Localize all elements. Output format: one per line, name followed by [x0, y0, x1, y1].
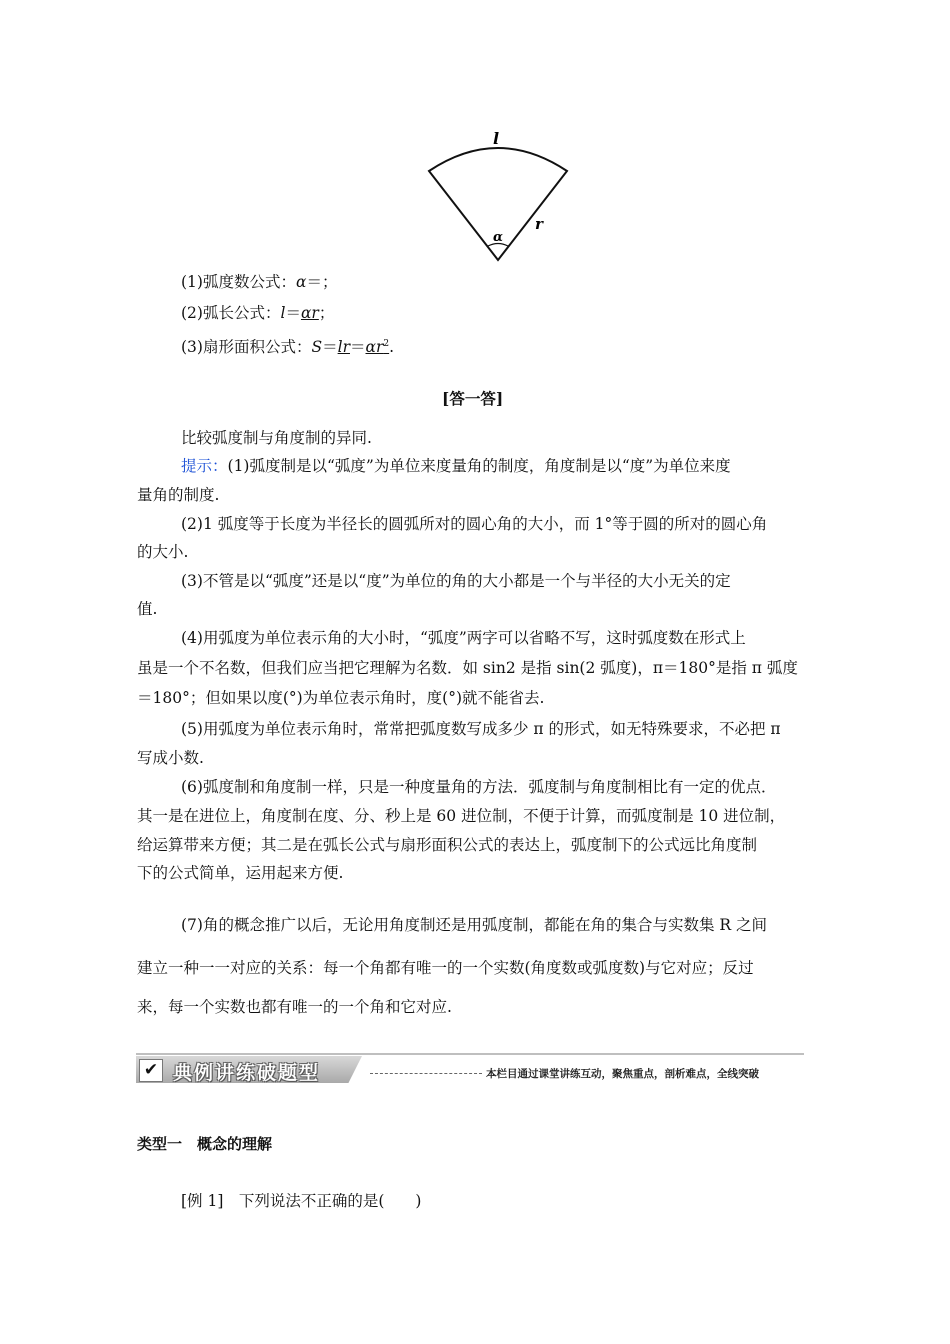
- label-radius: r: [535, 215, 543, 233]
- qa-p6-l2: 其一是在进位上，角度制在度、分、秒上是 60 进位制，不便于计算，而弧度制是 10 进位制，: [137, 807, 786, 825]
- hint-label: 提示：: [181, 457, 228, 475]
- qa-p1-l2: 量角的制度.: [137, 486, 220, 504]
- qa-p3-l2: 值.: [137, 600, 158, 618]
- qa-p5-l2: 写成小数.: [137, 749, 204, 767]
- formula-3: (3)扇形面积公式：$S=lr=\alpha r^2$.: [181, 338, 395, 357]
- label-angle: α: [493, 230, 504, 245]
- qa-p1-l1: 提示：(1)弧度制是以“弧度”为单位来度量角的制度，角度制是以“度”为单位来度: [181, 457, 731, 475]
- banner-subtitle: 本栏目通过课堂讲练互动，聚焦重点，剖析难点，全线突破: [486, 1068, 759, 1080]
- banner-dashes: [370, 1073, 482, 1074]
- qa-p6-l4: 下的公式简单，运用起来方便.: [137, 864, 344, 882]
- qa-p2-l2: 的大小.: [137, 543, 189, 561]
- qa-p5-l1: (5)用弧度为单位表示角时，常常把弧度数写成多少 π 的形式，如无特殊要求，不必把 π: [181, 720, 781, 738]
- formula-1: (1)弧度数公式：α＝；: [181, 273, 338, 291]
- banner-top-rule: [136, 1053, 804, 1055]
- section-heading: 类型一 概念的理解: [137, 1135, 273, 1153]
- qa-p4-l2: 虽是一个不名数，但我们应当把它理解为名数．如 sin2 是指 sin(2 弧度)，π＝180°是指 π 弧度: [137, 659, 798, 677]
- qa-p7-l3: 来，每一个实数也都有唯一的一个角和它对应.: [137, 998, 452, 1016]
- qa-question: 比较弧度制与角度制的异同.: [181, 429, 372, 447]
- qa-p2-l1: (2)1 弧度等于长度为半径长的圆弧所对的圆心角的大小，而 1°等于圆的所对的圆心角: [181, 515, 768, 533]
- qa-p6-l1: (6)弧度制和角度制一样，只是一种度量角的方法．弧度制与角度制相比有一定的优点．: [181, 778, 777, 796]
- example-1: [例 1] 下列说法不正确的是( ): [181, 1192, 422, 1210]
- check-icon: ✔: [143, 1060, 159, 1080]
- check-box: [139, 1059, 163, 1082]
- label-arc: l: [493, 129, 500, 148]
- qa-p7-l2: 建立一种一一对应的关系：每一个角都有唯一的一个实数(角度数或弧度数)与它对应；反过: [137, 959, 754, 977]
- banner-title: 典例讲练破题型: [173, 1062, 321, 1084]
- qa-p4-l1: (4)用弧度为单位表示角的大小时，“弧度”两字可以省略不写，这时弧度数在形式上: [181, 629, 746, 647]
- qa-p6-l3: 给运算带来方便；其二是在弧长公式与扇形面积公式的表达上，弧度制下的公式远比角度制: [137, 836, 758, 854]
- formula-2: (2)弧长公式：l＝αr；: [181, 304, 335, 322]
- qa-heading: [答一答]: [442, 389, 504, 408]
- sector-diagram: [420, 128, 580, 264]
- qa-p4-l3: ＝180°；但如果以度(°)为单位表示角时，度(°)就不能省去.: [137, 689, 545, 707]
- qa-p7-l1: (7)角的概念推广以后，无论用角度制还是用弧度制，都能在角的集合与实数集 R 之间: [181, 916, 767, 934]
- section-banner: [136, 1053, 804, 1087]
- qa-p3-l1: (3)不管是以“弧度”还是以“度”为单位的角的大小都是一个与半径的大小无关的定: [181, 572, 731, 590]
